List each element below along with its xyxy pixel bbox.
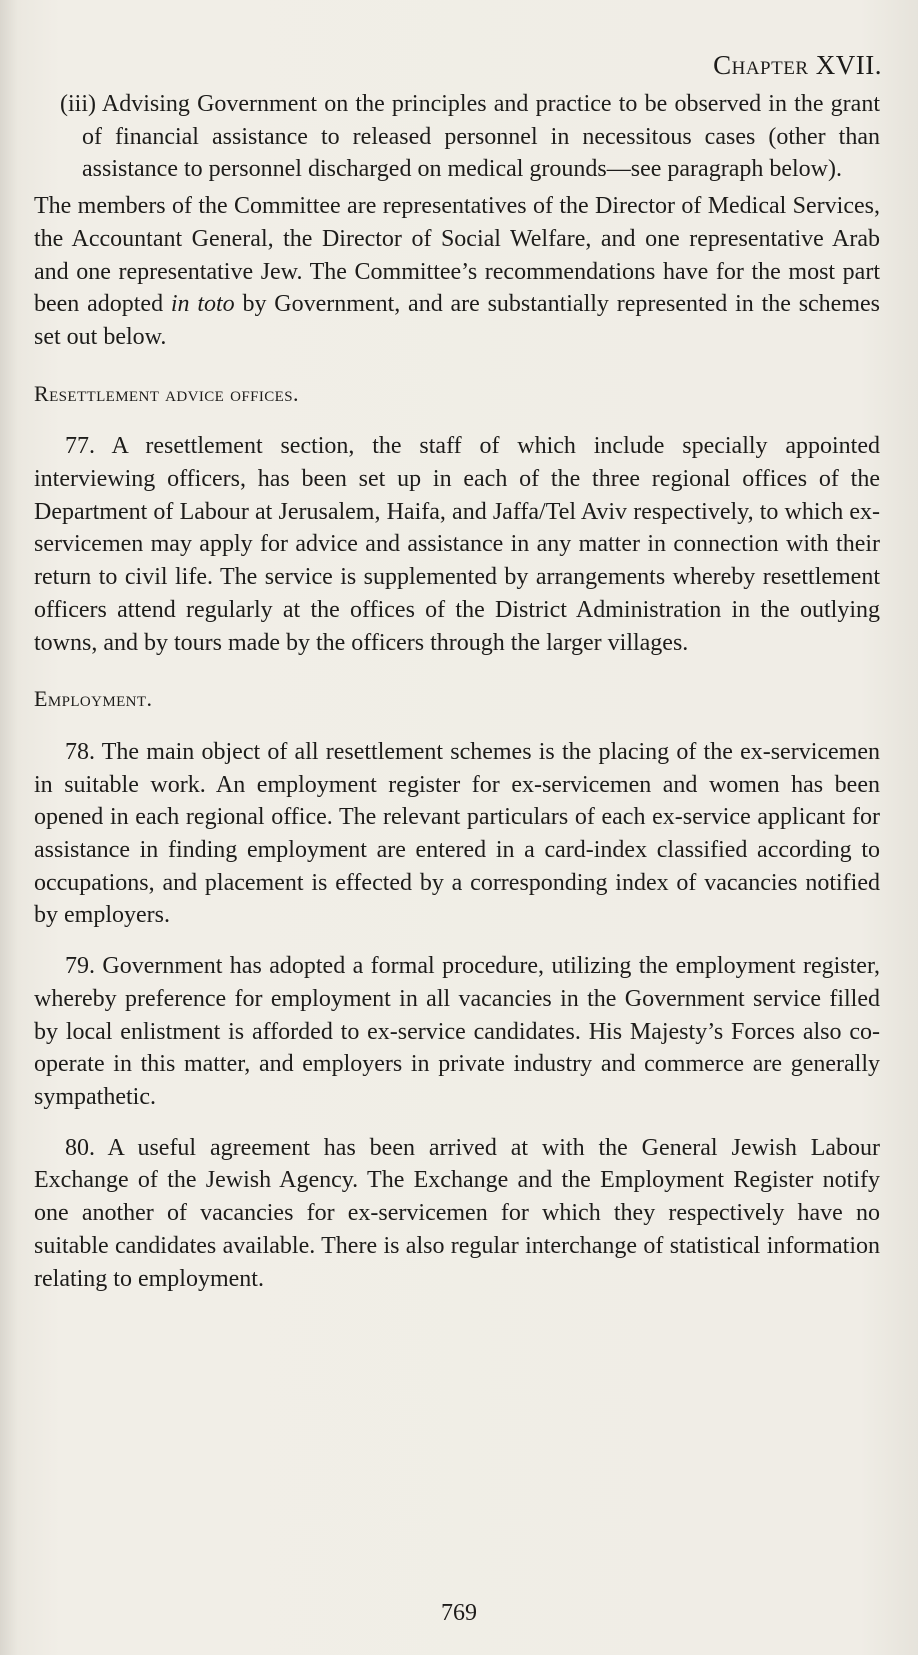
committee-text-start: The members of the Committee are representatives of the Director of Medical Services, the Accountant General, the Director of Social Welfare, and one representative Arab and one representative Jew. The Committee’s recommendations have for the most part been adopted (34, 193, 880, 318)
paragraph-77: 77. A resettlement section, the staff of which include specially appointed interviewing officers, has been set up in each of the three regional offices of the Department of Labour at Jerusalem, Haifa, and Jaffa/Tel Aviv respectively, to which ex-servicemen may apply for advice and assistance in any matter in connection with their return to civil life. The service is supplemented by arrangements whereby resettlement officers attend regularly at the offices of the District Administration in the outlying towns, and by tours made by the officers through the larger villages. (34, 433, 880, 656)
chapter-heading: Chapter XVII. (713, 50, 882, 80)
paragraph-79: 79. Government has adopted a formal procedure, utilizing the employment register, whereby preference for employment in all vacancies in the Government service filled by local enlistment is afforded to ex-service candidates. His Majesty’s Forces also co-operate in this matter, and employers in private industry and commerce are generally sympathetic. (34, 953, 880, 1110)
section-heading-resettlement: Resettlement advice offices. (34, 380, 299, 406)
committee-italic-phrase: in toto (170, 291, 235, 318)
committee-text-end: by Government, and are substantially represented in the schemes set out below. (34, 291, 880, 350)
paragraph-80: 80. A useful agreement has been arrived at with the General Jewish Labour Exchange of the Jewish Agency. The Exchange and the Employment Register notify one another of vacancies for ex-servicemen for which they respectively have no suitable candidates available. There is also regular interchange of statistical information relating to employment. (34, 1134, 880, 1292)
paragraph-78: 78. The main object of all resettlement schemes is the placing of the ex-servicemen in suitable work. An employment register for ex-servicemen and women has been opened in each regional office. The relevant particulars of each ex-service applicant for assistance in finding employment are entered in a card-index classified according to occupations, and placement is effected by a corresponding index of vacancies notified by employers. (34, 738, 880, 929)
page-body (34, 88, 880, 1295)
committee-paragraph (34, 190, 880, 354)
list-item-iii: (iii) Advising Government on the principles and practice to be observed in the grant of financial assistance to released personnel in necessitous cases (other than assistance to personnel discharged on medical grounds—see paragraph below). (60, 91, 880, 183)
section-heading-employment: Employment. (34, 686, 153, 712)
page-number: 769 (441, 1600, 477, 1626)
